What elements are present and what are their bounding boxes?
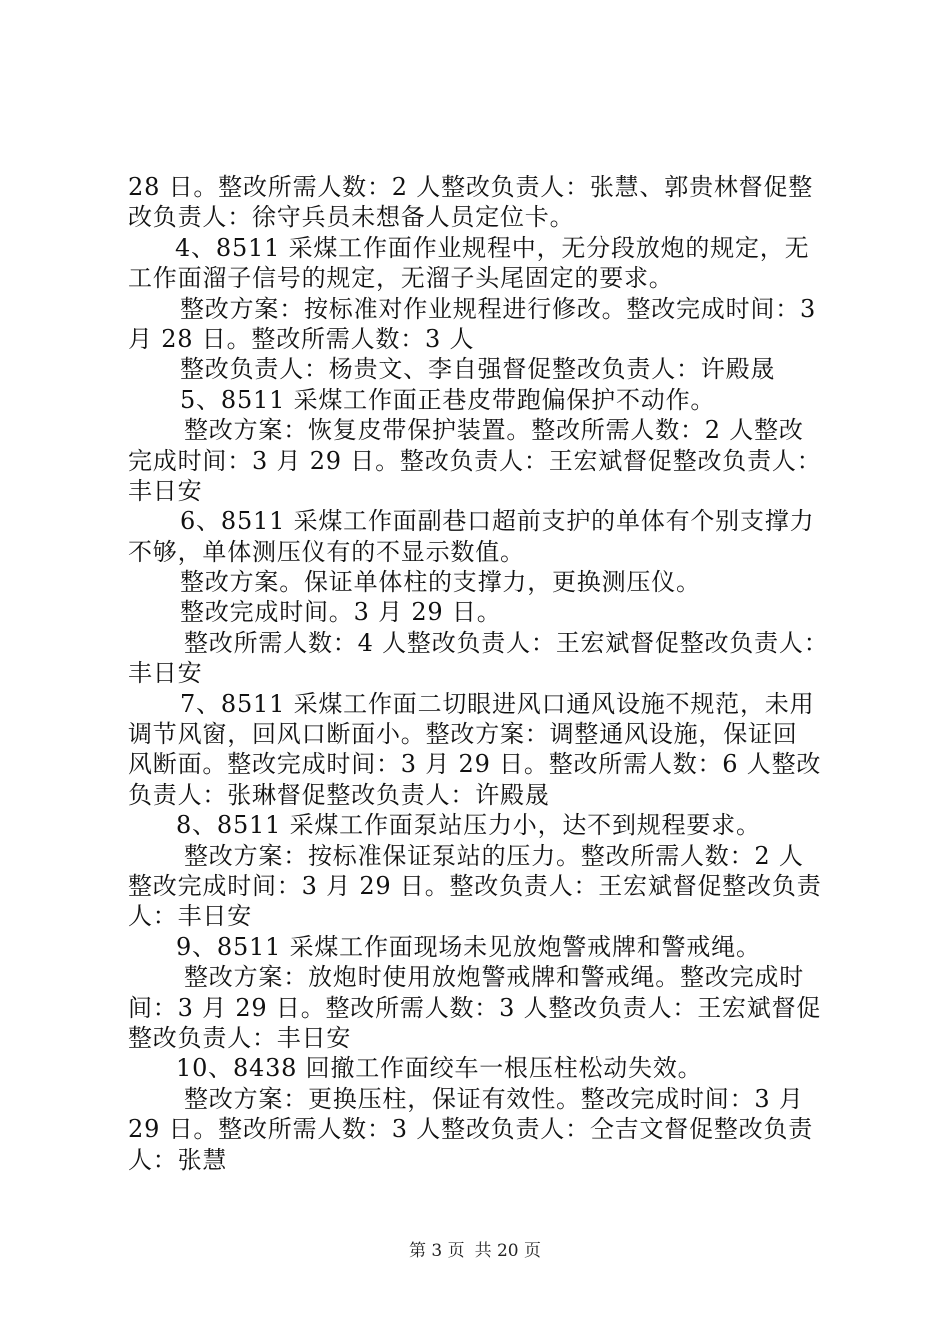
text-line: 10、8438 回撤工作面绞车一根压柱松动失效。 bbox=[176, 1054, 703, 1083]
page-footer bbox=[0, 1240, 950, 1262]
text-line: 丰日安 bbox=[128, 476, 203, 505]
text-line: 整改负责人：丰日安 bbox=[128, 1023, 352, 1052]
page-number: 第 3 页 bbox=[408, 1241, 465, 1261]
text-line: 整改方案：按标准保证泵站的压力。整改所需人数：2 人 bbox=[184, 841, 804, 870]
text-line: 完成时间：3 月 29 日。整改负责人：王宏斌督促整改负责人： bbox=[128, 446, 822, 475]
text-line: 整改完成时间。3 月 29 日。 bbox=[180, 598, 502, 627]
text-line: 改负责人：徐守兵员未想备人员定位卡。 bbox=[128, 203, 575, 232]
text-line: 负责人：张琳督促整改负责人：许殿晟 bbox=[128, 780, 550, 809]
text-line: 人：张慧 bbox=[128, 1145, 228, 1174]
text-line: 29 日。整改所需人数：3 人整改负责人：仝吉文督促整改负责 bbox=[128, 1115, 814, 1144]
text-line: 丰日安 bbox=[128, 659, 203, 688]
text-line: 人：丰日安 bbox=[128, 902, 252, 931]
text-line: 9、8511 采煤工作面现场未见放炮警戒牌和警戒绳。 bbox=[176, 932, 761, 961]
text-line: 工作面溜子信号的规定，无溜子头尾固定的要求。 bbox=[128, 264, 674, 293]
text-line: 整改方案：按标准对作业规程进行修改。整改完成时间：3 bbox=[180, 294, 817, 323]
text-line: 调节风窗，回风口断面小。整改方案：调整通风设施，保证回 bbox=[128, 720, 798, 749]
text-line: 整改所需人数：4 人整改负责人：王宏斌督促整改负责人： bbox=[184, 628, 829, 657]
page-total: 共 20 页 bbox=[474, 1241, 542, 1261]
text-line: 7、8511 采煤工作面二切眼进风口通风设施不规范，未用 bbox=[180, 689, 815, 718]
text-line: 整改方案：放炮时使用放炮警戒牌和警戒绳。整改完成时 bbox=[184, 963, 804, 992]
text-line: 5、8511 采煤工作面正巷皮带跑偏保护不动作。 bbox=[180, 385, 716, 414]
text-line: 风断面。整改完成时间：3 月 29 日。整改所需人数：6 人整改 bbox=[128, 750, 822, 779]
text-line: 8、8511 采煤工作面泵站压力小，达不到规程要求。 bbox=[176, 811, 761, 840]
document-body bbox=[128, 172, 838, 1175]
text-line: 6、8511 采煤工作面副巷口超前支护的单体有个别支撑力 bbox=[180, 507, 815, 536]
text-line: 不够，单体测压仪有的不显示数值。 bbox=[128, 537, 525, 566]
text-line: 月 28 日。整改所需人数：3 人 bbox=[128, 324, 475, 353]
text-line: 整改方案：更换压柱，保证有效性。整改完成时间：3 月 bbox=[184, 1084, 804, 1113]
text-line: 整改负责人：杨贵文、李自强督促整改负责人：许殿晟 bbox=[180, 355, 776, 384]
text-line: 间：3 月 29 日。整改所需人数：3 人整改负责人：王宏斌督促 bbox=[128, 993, 822, 1022]
text-line: 整改完成时间：3 月 29 日。整改负责人：王宏斌督促整改负责 bbox=[128, 871, 822, 900]
text-line: 整改方案：恢复皮带保护装置。整改所需人数：2 人整改 bbox=[184, 416, 804, 445]
text-line: 4、8511 采煤工作面作业规程中，无分段放炮的规定，无 bbox=[175, 233, 810, 262]
text-line: 28 日。整改所需人数：2 人整改负责人：张慧、郭贵林督促整 bbox=[128, 173, 814, 201]
text-line: 整改方案。保证单体柱的支撑力，更换测压仪。 bbox=[180, 568, 701, 597]
